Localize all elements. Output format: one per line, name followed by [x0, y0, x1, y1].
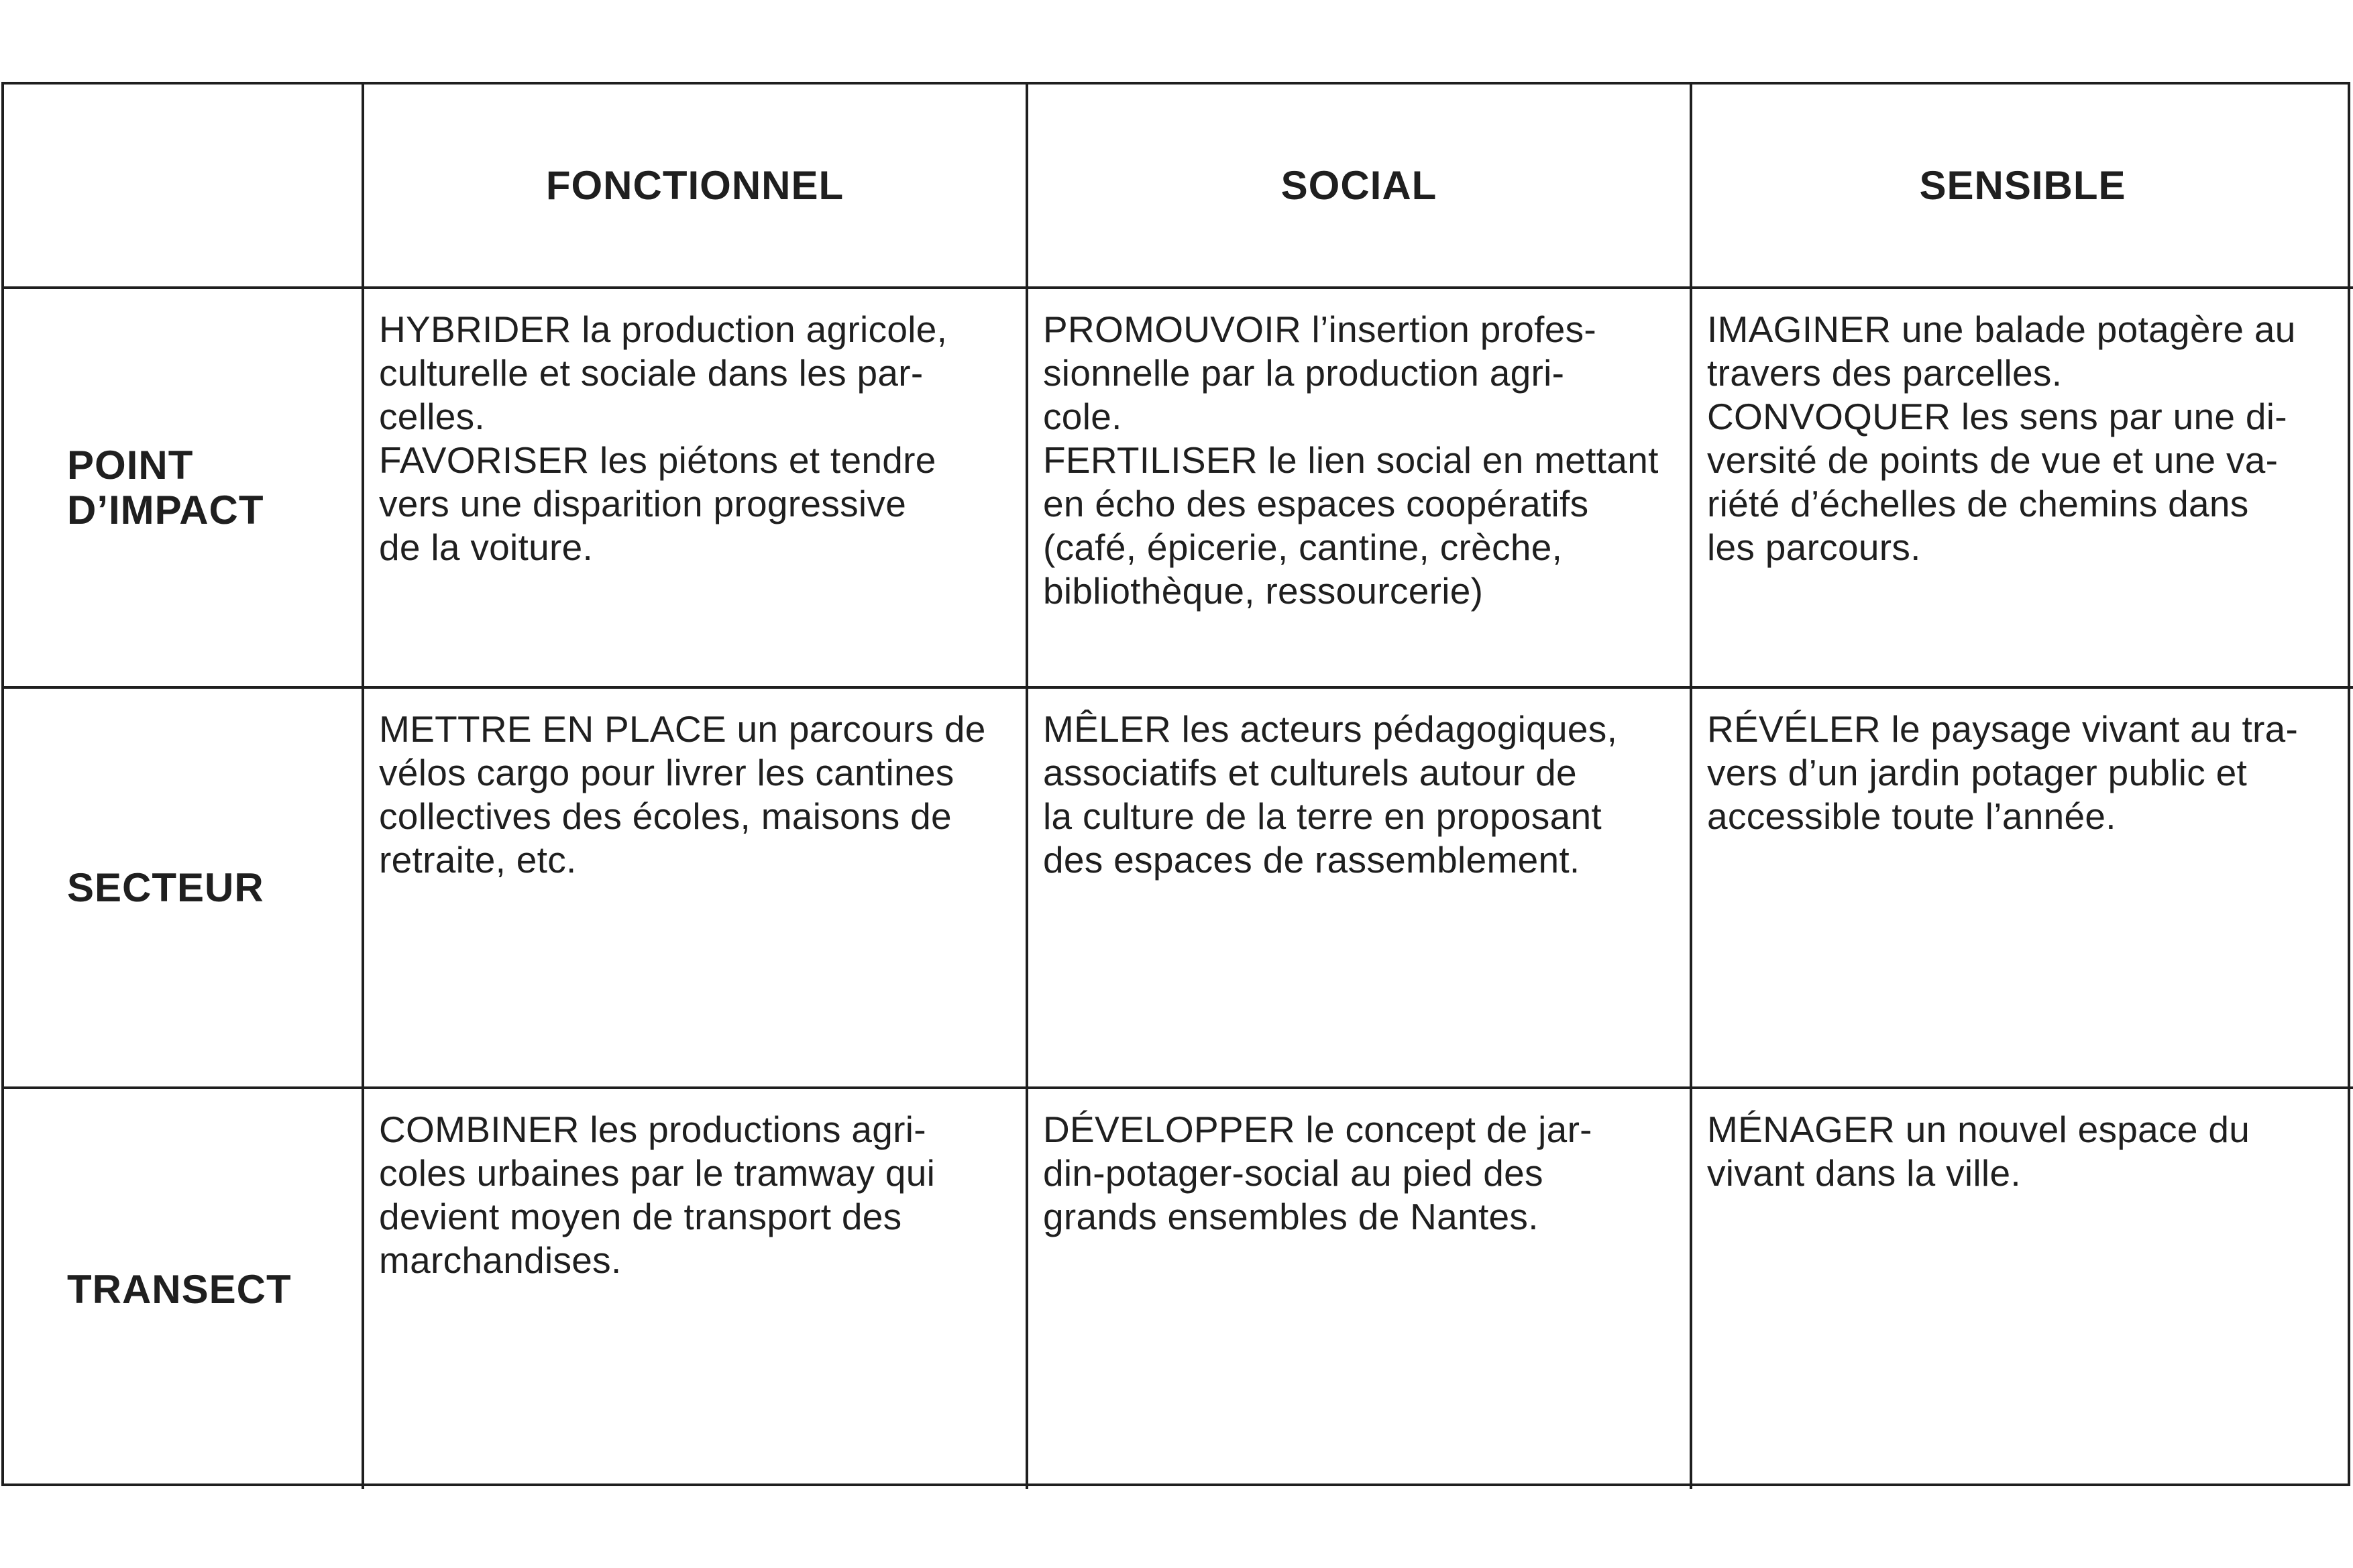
table-cell-secteur-fonctionnel: METTRE EN PLACE un parcours de vélos cargo pour livrer les cantines collectives des écoles, maisons de retraite, etc. [362, 686, 1026, 1086]
table-cell-point-impact-sensible: IMAGINER une balade potagère au travers des parcelles. CONVOQUER les sens par une di- versité de points de vue et une va- riété d’échelles de chemins dans les parcours. [1690, 286, 2353, 686]
column-header-fonctionnel: FONCTIONNEL [362, 85, 1026, 286]
concept-table [1, 82, 2350, 1486]
row-header-point-impact [4, 286, 362, 686]
row-header-label: TRANSECT [67, 1266, 292, 1312]
row-header-label: SECTEUR [67, 865, 264, 910]
column-header-sensible: SENSIBLE [1690, 85, 2353, 286]
table-cell-secteur-social: MÊLER les acteurs pédagogiques, associatifs et culturels autour de la culture de la terre en proposant des espaces de rassemblement. [1026, 686, 1690, 1086]
row-header-transect [4, 1086, 362, 1489]
table-cell-secteur-sensible: RÉVÉLER le paysage vivant au tra- vers d’un jardin potager public et accessible toute l’année. [1690, 686, 2353, 1086]
column-header-social: SOCIAL [1026, 85, 1690, 286]
row-header-label: POINT D’IMPACT [67, 443, 264, 533]
table-cell-transect-fonctionnel: COMBINER les productions agri- coles urbaines par le tramway qui devient moyen de transport des marchandises. [362, 1086, 1026, 1489]
table-corner-cell [4, 85, 362, 286]
table-cell-transect-social: DÉVELOPPER le concept de jar- din-potager-social au pied des grands ensembles de Nantes. [1026, 1086, 1690, 1489]
table-cell-transect-sensible: MÉNAGER un nouvel espace du vivant dans la ville. [1690, 1086, 2353, 1489]
table-cell-point-impact-social: PROMOUVOIR l’insertion profes- sionnelle par la production agri- cole. FERTILISER le lien social en mettant en écho des espaces coopératifs (café, épicerie, cantine, crèche, bibliothèque, ressourcerie) [1026, 286, 1690, 686]
row-header-secteur [4, 686, 362, 1086]
table-cell-point-impact-fonctionnel: HYBRIDER la production agricole, culturelle et sociale dans les par- celles. FAVORISER les piétons et tendre vers une disparition progressive de la voiture. [362, 286, 1026, 686]
